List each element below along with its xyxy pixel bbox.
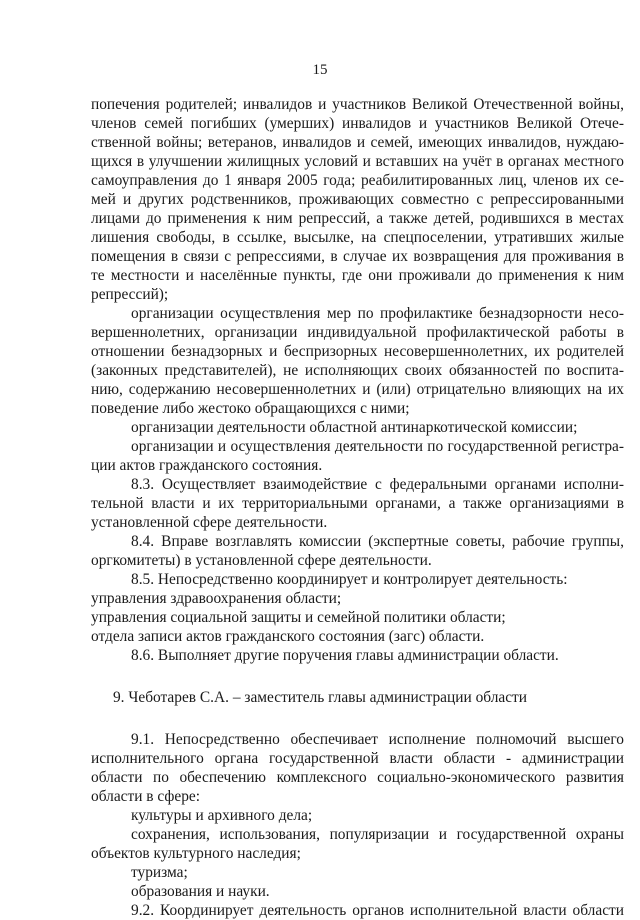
text-line: управления социальной защиты и семейной политики области; [91,609,506,626]
text-line: оргкомитеты) в установленной сфере деятельности. [91,552,432,569]
text-line: (законных представителей), не исполняющих своих обязанностей по воспита- [91,362,624,379]
text-line: образования и науки. [131,883,270,900]
text-line: сохранения, использования, популяризации и государственной охраны [131,826,624,843]
text-line: щихся в улучшении жилищных условий и вставших на учёт в органах местного [91,153,624,170]
text-line: самоуправления до 1 января 2005 года; реабилитированных лиц, членов их се- [91,172,624,189]
section-heading: 9. Чеботарев С.А. – заместитель главы администрации области [112,689,528,706]
text-line: 8.5. Непосредственно координирует и контролирует деятельность: [131,571,568,588]
text-line: 8.4. Вправе возглавлять комиссии (экспертные советы, рабочие группы, [131,533,624,550]
text-line: лишения свободы, в ссылке, высылке, на спецпоселении, утративших жилые [91,229,624,246]
page-number: 15 [312,62,328,78]
text-line: ственной войны; ветеранов, инвалидов и семей, имеющих инвалидов, нуждаю- [91,134,624,151]
text-line: установленной сфере деятельности. [91,514,328,531]
text-line: 8.3. Осуществляет взаимодействие с федеральными органами исполни- [131,476,624,493]
text-line: области в сфере: [91,788,201,805]
text-line: лицами до применения к ним репрессий, а также детей, родившихся в местах [91,210,624,227]
text-line: 9.2. Координирует деятельность органов исполнительной власти области [131,902,624,919]
text-line: исполнительного органа государственной власти области - администрации [91,750,624,767]
text-line: те местности и населённые пункты, где они проживали до применения к ним [91,267,624,284]
text-line: членов семей погибших (умерших) инвалидов и участников Великой Отече- [91,115,624,132]
text-line: культуры и архивного дела; [131,807,313,824]
text-line: области по обеспечению комплексного социально-экономического развития [91,769,624,786]
text-line: организации осуществления мер по профилактике безнадзорности несо- [131,305,624,322]
text-line: вершеннолетних, организации индивидуальной профилактической работы в [91,324,624,341]
text-line: отдела записи актов гражданского состояния (загс) области. [91,628,485,645]
text-line: 9.1. Непосредственно обеспечивает исполнение полномочий высшего [131,731,624,748]
text-line: объектов культурного наследия; [91,845,301,862]
text-line: поведение либо жестоко обращающихся с ними; [91,400,410,417]
text-line: попечения родителей; инвалидов и участников Великой Отечественной войны, [91,96,624,113]
text-line: мей и других родственников, проживающих совместно с репрессированными [91,191,624,208]
text-line: управления здравоохранения области; [91,590,342,607]
text-line: нию, содержанию несовершеннолетних и (или) отрицательно влияющих на их [91,381,624,398]
text-line: организации деятельности областной антинаркотической комиссии; [131,419,578,436]
text-line: тельной власти и их территориальными органами, а также организациями в [91,495,624,512]
text-line: организации и осуществления деятельности по государственной регистра- [131,438,624,455]
text-line: туризма; [131,864,188,881]
text-line: отношении безнадзорных и беспризорных несовершеннолетних, их родителей [91,343,624,360]
text-line: репрессий); [91,286,169,303]
text-line: ции актов гражданского состояния. [91,457,323,474]
text-line: помещения в связи с репрессиями, в случае их возвращения для проживания в [91,248,624,265]
text-line: 8.6. Выполняет другие поручения главы администрации области. [131,647,559,664]
